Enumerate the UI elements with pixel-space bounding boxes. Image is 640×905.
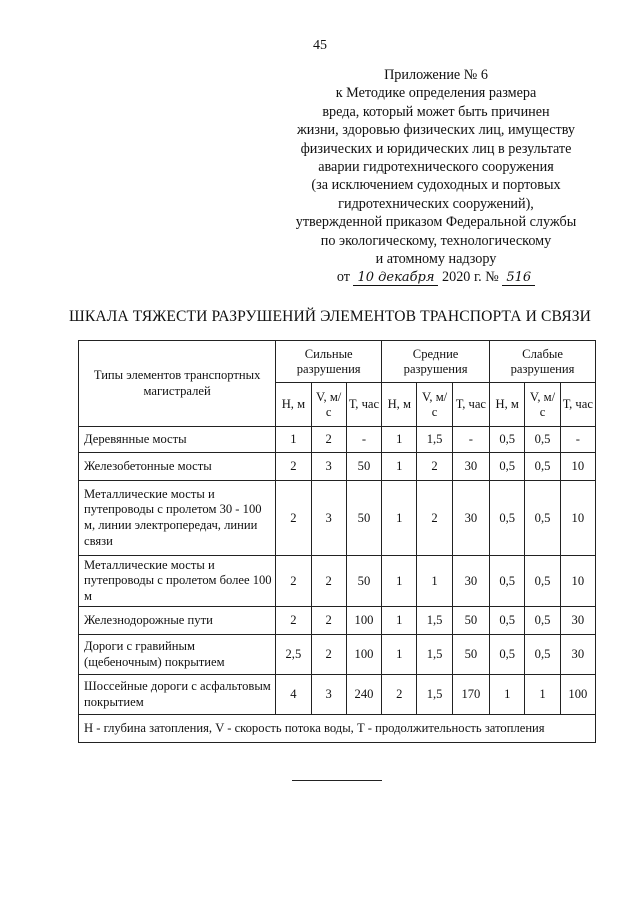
value-cell: 0,5 — [525, 556, 560, 607]
value-cell: 3 — [311, 675, 346, 715]
value-cell: 1 — [382, 556, 417, 607]
value-cell: 30 — [452, 556, 489, 607]
table-header-row — [79, 341, 596, 383]
damage-scale-table — [78, 340, 596, 743]
value-cell: 1,5 — [417, 427, 452, 453]
value-cell: 3 — [311, 481, 346, 556]
value-cell: 10 — [560, 453, 595, 481]
subheader-cell: Т, час — [560, 383, 595, 427]
value-cell: 0,5 — [490, 556, 525, 607]
value-cell: 30 — [560, 607, 595, 635]
appendix-line: и атомному надзору — [375, 251, 497, 268]
value-cell: 50 — [346, 453, 381, 481]
row-name: Железобетонные мосты — [79, 453, 276, 481]
value-cell: 50 — [452, 607, 489, 635]
end-rule — [292, 780, 382, 781]
appendix-line: физических и юридических лиц в результате — [300, 140, 572, 157]
value-cell: 0,5 — [525, 427, 560, 453]
handwritten-number: 516 — [502, 270, 535, 286]
appendix-line: аварии гидротехнического сооружения — [318, 159, 554, 176]
row-name: Дороги с гравийным (щебеночным) покрытием — [79, 635, 276, 675]
value-cell: - — [452, 427, 489, 453]
value-cell: 0,5 — [525, 635, 560, 675]
value-cell: 2 — [276, 481, 311, 556]
value-cell: 1 — [382, 427, 417, 453]
value-cell: 50 — [346, 481, 381, 556]
value-cell: 2 — [382, 675, 417, 715]
row-name: Металлические мосты и путепроводы с пролетом 30 - 100 м, линии электропередач, линии связи — [79, 481, 276, 556]
value-cell: 1 — [382, 481, 417, 556]
appendix-line: по экологическому, технологическому — [320, 232, 552, 249]
document-title: ШКАЛА ТЯЖЕСТИ РАЗРУШЕНИЙ ЭЛЕМЕНТОВ ТРАНСПОРТА И СВЯЗИ — [69, 308, 591, 325]
value-cell: 1 — [490, 675, 525, 715]
value-cell: 1 — [276, 427, 311, 453]
table-row — [79, 556, 596, 607]
value-cell: 2 — [311, 607, 346, 635]
table-row — [79, 607, 596, 635]
appendix-line: вреда, который может быть причинен — [322, 103, 550, 120]
handwritten-date: 10 декабря — [353, 270, 438, 286]
value-cell: 1,5 — [417, 635, 452, 675]
value-cell: - — [346, 427, 381, 453]
appendix-line: жизни, здоровью физических лиц, имуществу — [296, 122, 576, 139]
table-row — [79, 675, 596, 715]
value-cell: 2 — [311, 635, 346, 675]
value-cell: 0,5 — [490, 481, 525, 556]
date-prefix: от — [336, 269, 350, 286]
subheader-cell: Н, м — [490, 383, 525, 427]
subheader-cell: V, м/с — [525, 383, 560, 427]
subheader-cell: V, м/с — [417, 383, 452, 427]
table-row — [79, 635, 596, 675]
subheader-cell: Н, м — [382, 383, 417, 427]
type-header: Типы элементов транспортных магистралей — [79, 341, 276, 427]
value-cell: 0,5 — [490, 453, 525, 481]
value-cell: 30 — [560, 635, 595, 675]
value-cell: 0,5 — [490, 427, 525, 453]
value-cell: 100 — [560, 675, 595, 715]
subheader-cell: Т, час — [452, 383, 489, 427]
value-cell: 0,5 — [525, 453, 560, 481]
table-row — [79, 481, 596, 556]
value-cell: 30 — [452, 453, 489, 481]
value-cell: 0,5 — [525, 607, 560, 635]
appendix-line: к Методике определения размера — [335, 85, 537, 102]
value-cell: 0,5 — [490, 635, 525, 675]
page-number: 45 — [313, 38, 327, 53]
value-cell: 0,5 — [525, 481, 560, 556]
value-cell: 2 — [311, 556, 346, 607]
appendix-line: гидротехнических сооружений), — [338, 195, 534, 212]
group-header-weak: Слабые разрушения — [490, 341, 596, 383]
appendix-header — [250, 66, 622, 287]
value-cell: 2 — [417, 453, 452, 481]
subheader-cell: V, м/с — [311, 383, 346, 427]
row-name: Металлические мосты и путепроводы с пролетом более 100 м — [79, 556, 276, 607]
row-name: Железнодорожные пути — [79, 607, 276, 635]
value-cell: 10 — [560, 556, 595, 607]
date-year: 2020 г. № — [442, 269, 499, 286]
value-cell: 240 — [346, 675, 381, 715]
value-cell: 2 — [276, 556, 311, 607]
group-header-medium: Средние разрушения — [382, 341, 490, 383]
appendix-line: (за исключением судоходных и портовых — [311, 177, 561, 194]
appendix-line: Приложение № 6 — [384, 67, 488, 83]
value-cell: 1 — [525, 675, 560, 715]
table-note-row — [79, 715, 596, 743]
value-cell: 100 — [346, 607, 381, 635]
value-cell: - — [560, 427, 595, 453]
value-cell: 4 — [276, 675, 311, 715]
value-cell: 2 — [311, 427, 346, 453]
value-cell: 170 — [452, 675, 489, 715]
value-cell: 0,5 — [490, 607, 525, 635]
value-cell: 1,5 — [417, 675, 452, 715]
subheader-cell: Н, м — [276, 383, 311, 427]
value-cell: 1,5 — [417, 607, 452, 635]
subheader-cell: Т, час — [346, 383, 381, 427]
value-cell: 3 — [311, 453, 346, 481]
row-name: Деревянные мосты — [79, 427, 276, 453]
value-cell: 50 — [452, 635, 489, 675]
table-row — [79, 453, 596, 481]
order-date-line — [250, 268, 622, 286]
value-cell: 50 — [346, 556, 381, 607]
value-cell: 2 — [417, 481, 452, 556]
value-cell: 1 — [382, 607, 417, 635]
table-row — [79, 427, 596, 453]
row-name: Шоссейные дороги с асфальтовым покрытием — [79, 675, 276, 715]
value-cell: 1 — [417, 556, 452, 607]
value-cell: 2 — [276, 607, 311, 635]
group-header-strong: Сильные разрушения — [276, 341, 382, 383]
value-cell: 2 — [276, 453, 311, 481]
value-cell: 30 — [452, 481, 489, 556]
value-cell: 10 — [560, 481, 595, 556]
value-cell: 2,5 — [276, 635, 311, 675]
table-note: Н - глубина затопления, V - скорость потока воды, Т - продолжительность затопления — [79, 715, 596, 743]
value-cell: 1 — [382, 453, 417, 481]
value-cell: 100 — [346, 635, 381, 675]
appendix-line: утвержденной приказом Федеральной службы — [295, 214, 577, 231]
value-cell: 1 — [382, 635, 417, 675]
